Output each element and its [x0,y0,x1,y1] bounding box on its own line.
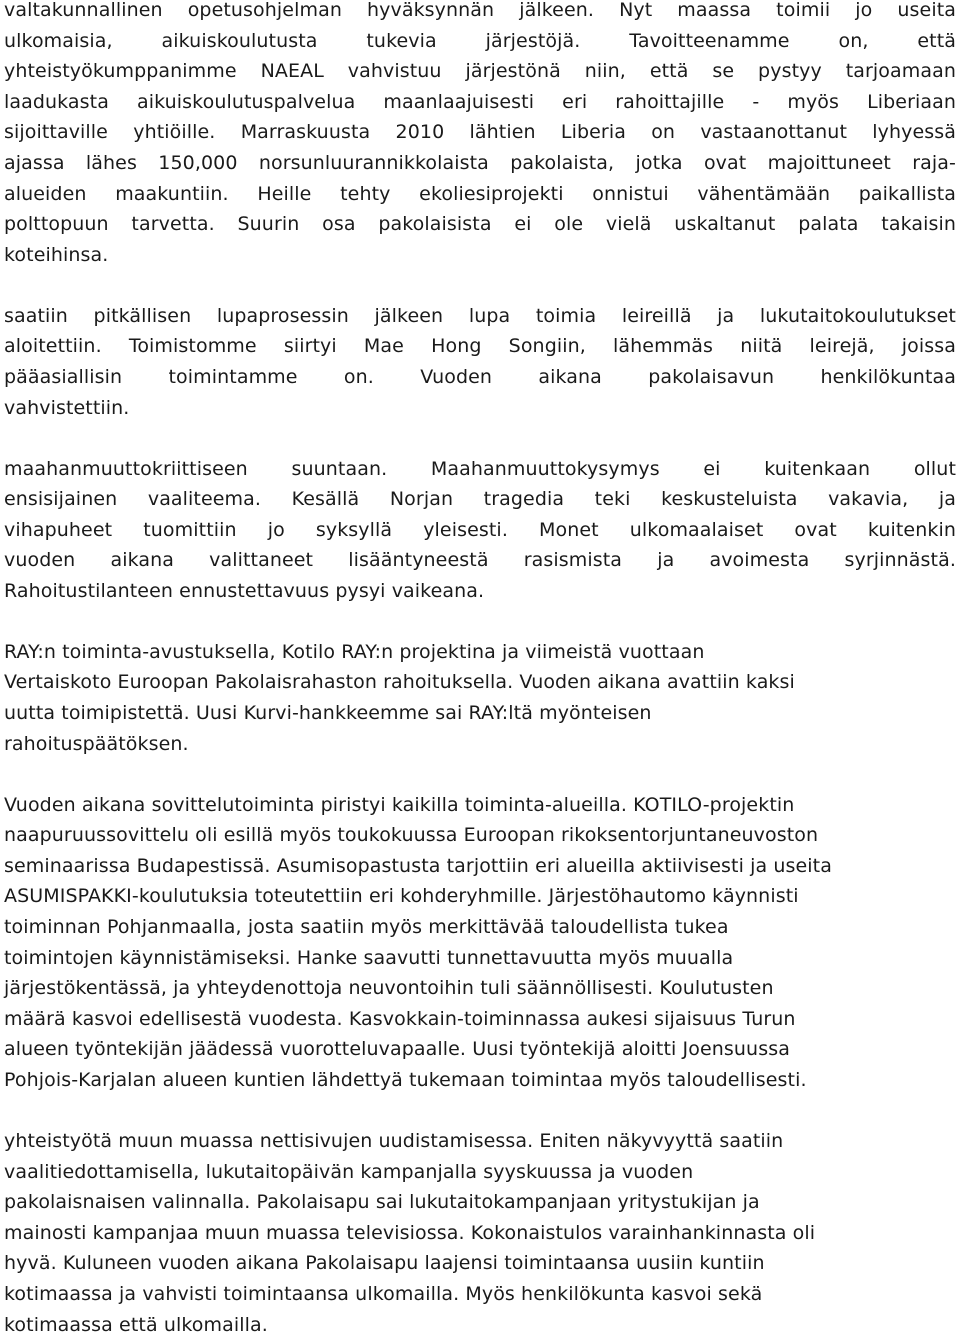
text-line: aloitettiin. Toimistomme siirtyi Mae Hong Songiin, lähemmäs niitä leirejä, joissa [4,335,956,358]
text-line: Pohjois-Karjalan alueen kuntien lähdettyä tukemaan toimintaa myös taloudellisesti. [4,1068,807,1091]
document-page [4,0,956,1340]
text-line: vuoden aikana valittaneet lisääntyneestä rasismista ja avoimesta syrjinnästä. [4,549,956,572]
text-line: yhteistyökumppanimme NAEAL vahvistuu järjestönä niin, että se pystyy tarjoamaan [4,60,956,83]
text-line: Vuoden aikana sovittelutoiminta piristyi kaikilla toiminta-alueilla. KOTILO-projektin [4,793,795,816]
text-line: vihapuheet tuomittiin jo syksyllä yleisesti. Monet ulkomaalaiset ovat kuitenkin [4,518,956,541]
paragraph [4,1126,956,1340]
text-line: maahanmuuttokriittiseen suuntaan. Maahanmuuttokysymys ei kuitenkaan ollut [4,457,956,480]
text-line: RAY:n toiminta-avustuksella, Kotilo RAY:n projektina ja viimeistä vuottaan [4,640,705,663]
paragraph-gap [4,423,956,453]
text-line: valtakunnallinen opetusohjelman hyväksynnän jälkeen. Nyt maassa toimii jo useita [4,0,956,21]
text-line: mainosti kampanjaa muun muassa televisiossa. Kokonaistulos varainhankinnasta oli [4,1221,816,1244]
text-line: laadukasta aikuiskoulutuspalvelua maanlaajuisesti eri rahoittajille - myös Liberiaan [4,90,956,113]
text-line: pääasiallisin toimintamme on. Vuoden aikana pakolaisavun henkilökuntaa [4,365,956,388]
text-line: yhteistyötä muun muassa nettisivujen uudistamisessa. Eniten näkyvyyttä saatiin [4,1129,784,1152]
text-line: ulkomaisia, aikuiskoulutusta tukevia järjestöjä. Tavoitteenamme on, että [4,29,956,52]
text-line: saatiin pitkällisen lupaprosessin jälkeen lupa toimia leireillä ja lukutaitokoulutukset [4,304,956,327]
paragraph-gap [4,270,956,300]
text-line: ensisijainen vaaliteema. Kesällä Norjan tragedia teki keskusteluista vakavia, ja [4,488,956,511]
text-line: ajassa lähes 150,000 norsunluurannikkolaista pakolaista, jotka ovat majoittuneet raja- [4,151,956,174]
text-line: Rahoitustilanteen ennustettavuus pysyi vaikeana. [4,579,485,602]
text-line: vaalitiedottamisella, lukutaitopäivän kampanjalla syyskuussa ja vuoden [4,1160,694,1183]
text-line: määrä kasvoi edellisestä vuodesta. Kasvokkain-toiminnassa aukesi sijaisuus Turun [4,1007,796,1030]
text-line: sijoittaville yhtiöille. Marraskuusta 2010 lähtien Liberia on vastaanottanut lyhyessä [4,121,956,144]
text-line: kotimaassa että ulkomailla. [4,1313,268,1336]
paragraph [4,301,956,423]
text-line: toiminnan Pohjanmaalla, josta saatiin myös merkittävää taloudellista tukea [4,916,729,938]
text-line: kotimaassa ja vahvisti toimintaansa ulkomailla. Myös henkilökunta kasvoi sekä [4,1282,763,1305]
text-line: koteihinsa. [4,243,109,266]
text-line: naapuruussovittelu oli esillä myös toukokuussa Euroopan rikoksentorjuntaneuvoston [4,824,819,847]
text-line: hyvä. Kuluneen vuoden aikana Pakolaisapu laajensi toimintaansa uusiin kuntiin [4,1252,765,1275]
text-line: toimintojen käynnistämiseksi. Hanke saavutti tunnettavuutta myös muualla [4,946,734,969]
paragraph-gap [4,1096,956,1126]
paragraph [4,637,956,759]
paragraph-gap [4,606,956,636]
text-line: Vertaiskoto Euroopan Pakolaisrahaston rahoituksella. Vuoden aikana avattiin kaksi [4,671,795,694]
text-line: pakolaisnaisen valinnalla. Pakolaisapu sai lukutaitokampanjaan yritystukijan ja [4,1191,760,1214]
text-line: järjestökentässä, ja yhteydenottoja neuvontoihin tuli säännöllisesti. Koulutusten [4,977,774,1000]
text-line: alueiden maakuntiin. Heille tehty ekoliesiprojekti onnistui vähentämään paikallista [4,182,956,205]
text-line: alueen työntekijän jäädessä vuorotteluvapaalle. Uusi työntekijä aloitti Joensuussa [4,1038,790,1061]
paragraph [4,454,956,607]
text-line: ASUMISPAKKI-koulutuksia toteutettiin eri kohderyhmille. Järjestöhautomo käynnisti [4,885,799,908]
text-line: seminaarissa Budapestissä. Asumisopastusta tarjottiin eri alueilla aktiivisesti ja useita [4,854,832,877]
paragraph-gap [4,759,956,789]
text-line: polttopuun tarvetta. Suurin osa pakolaisista ei ole vielä uskaltanut palata takaisin [4,213,956,236]
paragraph [4,790,956,1096]
text-line: uutta toimipistettä. Uusi Kurvi-hankkeemme sai RAY:ltä myönteisen [4,702,652,725]
text-line: rahoituspäätöksen. [4,732,189,755]
text-line: vahvistettiin. [4,396,130,419]
paragraph [4,0,956,270]
